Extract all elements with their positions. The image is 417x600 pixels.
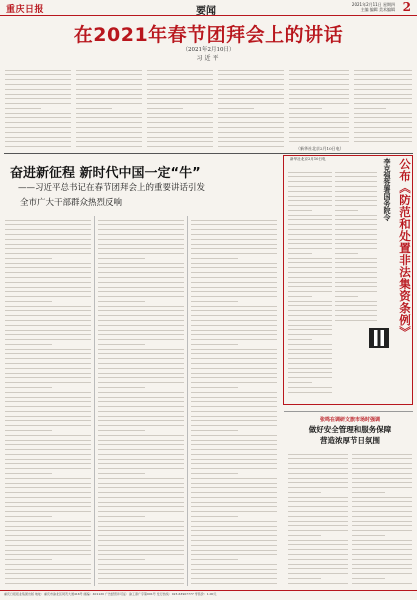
lead-story-column-2 bbox=[98, 216, 184, 586]
sidebar-story-column-1 bbox=[288, 450, 348, 586]
text-line bbox=[98, 579, 184, 584]
text-line bbox=[354, 138, 412, 143]
sidebar-story-kicker: 张鸣在调研文旅市场时强调 bbox=[319, 417, 380, 423]
qr-code-icon bbox=[369, 328, 389, 348]
article-author: 习近平 bbox=[196, 55, 221, 62]
text-line bbox=[147, 143, 213, 148]
lead-story-headline: 奋进新征程 新时代中国一定“牛” bbox=[10, 166, 201, 181]
text-line bbox=[288, 388, 332, 393]
text-line bbox=[352, 579, 412, 584]
article-title: 在2021年春节团拜会上的讲话 bbox=[73, 24, 344, 46]
sidebar-column-1 bbox=[288, 168, 332, 398]
article-date: （2021年2月10日） bbox=[182, 47, 235, 53]
page-number: 2 bbox=[402, 0, 411, 14]
text-line bbox=[218, 143, 284, 148]
speech-closing-note: （新华社北京2月10日电） bbox=[296, 146, 344, 151]
column-divider bbox=[94, 216, 95, 586]
editor-credits: 主编 编辑 美术编辑 bbox=[360, 7, 395, 12]
footer-imprint: 重庆日报报业集团出版 地址：重庆市渝北区同茂大道416号 邮编：401120 广告经营许可证：渝工商广字第001号 发行热线：023-63907777 零售价：1.00元 bbox=[4, 592, 217, 596]
text-line bbox=[5, 143, 71, 148]
issue-date: 2021年2月11日 星期四 bbox=[351, 2, 395, 7]
masthead bbox=[0, 0, 417, 16]
sidebar-story-title-line2: 营造浓厚节日氛围 bbox=[320, 436, 380, 445]
text-line bbox=[335, 316, 377, 321]
paper-name: 重庆日报 bbox=[6, 5, 45, 15]
sidebar-divider bbox=[284, 411, 413, 412]
lead-story-column-3 bbox=[191, 216, 277, 586]
sidebar-column-2 bbox=[335, 168, 377, 326]
lead-story-column-1 bbox=[5, 216, 91, 586]
text-line bbox=[191, 579, 277, 584]
sidebar-headline: 公布《防范和处置非法集资条例》 bbox=[398, 158, 412, 338]
sidebar-dateline: 新华社北京2月10日电 bbox=[290, 157, 326, 161]
lead-story-subtitle-line2: 全市广大干部群众热烈反响 bbox=[20, 198, 123, 208]
sidebar-story-column-2 bbox=[352, 450, 412, 586]
column-divider bbox=[187, 216, 188, 586]
speech-column-5 bbox=[289, 66, 349, 144]
text-line bbox=[289, 138, 349, 143]
footer-rule bbox=[0, 590, 417, 591]
text-line bbox=[76, 143, 142, 148]
speech-column-2 bbox=[76, 66, 142, 148]
section-divider bbox=[4, 153, 413, 154]
section-name: 要闻 bbox=[196, 6, 216, 17]
speech-column-1 bbox=[5, 66, 71, 148]
lead-story-subtitle-line1: ——习近平总书记在春节团拜会上的重要讲话引发 bbox=[18, 183, 206, 193]
text-line bbox=[5, 579, 91, 584]
sidebar-pre-headline: 李克强签署国务院令 bbox=[383, 158, 391, 221]
sidebar-story-title-line1: 做好安全管理和服务保障 bbox=[308, 425, 392, 434]
speech-column-4 bbox=[218, 66, 284, 148]
text-line bbox=[288, 579, 348, 584]
speech-column-6 bbox=[354, 66, 412, 144]
speech-column-3 bbox=[147, 66, 213, 148]
issue-meta bbox=[352, 2, 395, 12]
